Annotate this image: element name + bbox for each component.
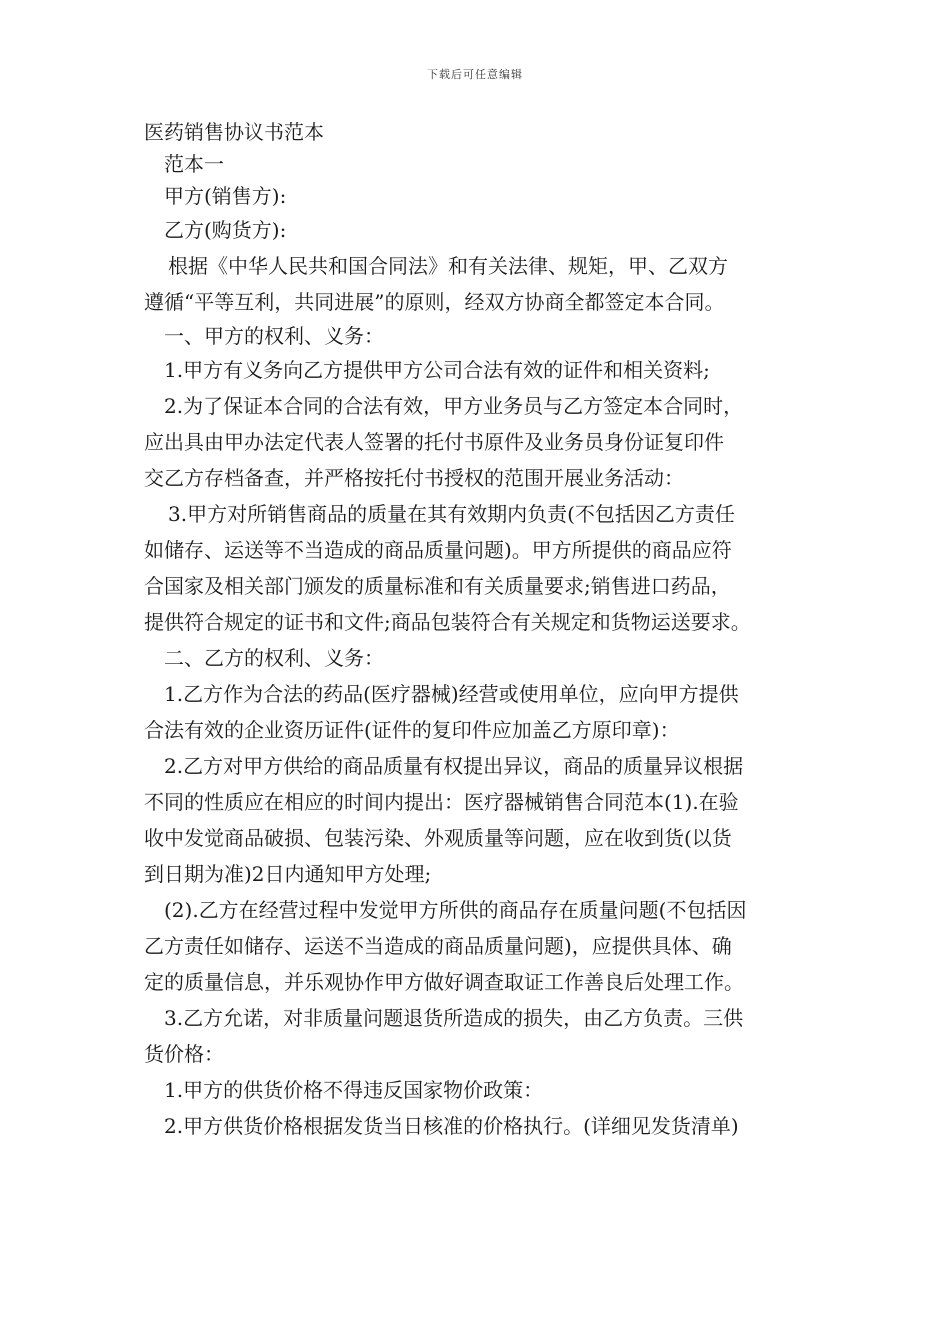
- paragraph-line: 合法有效的企业资历证件(证件的复印件应加盖乙方原印章)：: [144, 718, 680, 742]
- paragraph-line: 3.乙方允诺，对非质量问题退货所造成的损失，由乙方负责。三供: [164, 1006, 744, 1030]
- paragraph-line: 到日期为准)2日内通知甲方处理;: [144, 862, 432, 886]
- paragraph-line: 遵循“平等互利，共同进展”的原则，经双方协商全都签定本合同。: [144, 290, 725, 314]
- paragraph-line: 不同的性质应在相应的时间内提出：医疗器械销售合同范本(1).在验: [144, 790, 739, 814]
- paragraph-line: 1.甲方有义务向乙方提供甲方公司合法有效的证件和相关资料;: [164, 358, 710, 382]
- paragraph-line: 2.乙方对甲方供给的商品质量有权提出异议，商品的质量异议根据: [164, 754, 744, 778]
- paragraph-line: (2).乙方在经营过程中发觉甲方所供的商品存在质量问题(不包括因: [164, 898, 747, 922]
- paragraph-line: 收中发觉商品破损、包装污染、外观质量等问题，应在收到货(以货: [144, 826, 732, 850]
- paragraph-line: 定的质量信息，并乐观协作甲方做好调查取证工作善良后处理工作。: [144, 970, 744, 994]
- paragraph-line: 1.甲方的供货价格不得违反国家物价政策：: [164, 1078, 544, 1102]
- paragraph-line: 提供符合规定的证书和文件;商品包装符合有关规定和货物运送要求。: [144, 610, 751, 634]
- paragraph-line: 如储存、运送等不当造成的商品质量问题)。甲方所提供的商品应符: [144, 538, 732, 562]
- paragraph-line: 1.乙方作为合法的药品(医疗器械)经营或使用单位，应向甲方提供: [164, 682, 739, 706]
- paragraph-line: 合国家及相关部门颁发的质量标准和有关质量要求;销售进口药品，: [144, 574, 731, 598]
- paragraph-line: 乙方责任如储存、运送不当造成的商品质量问题)，应提供具体、确: [144, 934, 732, 958]
- paragraph-line: 乙方(购货方):: [164, 218, 287, 242]
- paragraph-line: 应出具由甲办法定代表人签署的托付书原件及业务员身份证复印件: [144, 430, 724, 454]
- section-heading: 一、甲方的权利、义务：: [164, 324, 384, 348]
- document-body: [144, 116, 812, 1144]
- section-heading: 二、乙方的权利、义务：: [164, 646, 384, 670]
- paragraph-line: 2.甲方供货价格根据发货当日核准的价格执行。(详细见发货清单): [164, 1114, 739, 1138]
- paragraph-line: 交乙方存档备查，并严格按托付书授权的范围开展业务活动：: [144, 466, 684, 490]
- paragraph-line: 范本一: [164, 152, 224, 176]
- paragraph-line: 根据《中华人民共和国合同法》和有关法律、规矩，甲、乙双方: [168, 254, 728, 278]
- document-title: 医药销售协议书范本: [144, 120, 324, 144]
- paragraph-line: 甲方(销售方):: [164, 184, 287, 208]
- paragraph-line: 3.甲方对所销售商品的质量在其有效期内负责(不包括因乙方责任: [168, 502, 735, 526]
- paragraph-line: 货价格：: [144, 1042, 224, 1066]
- page-header: 下载后可任意编辑: [427, 68, 523, 81]
- paragraph-line: 2.为了保证本合同的合法有效，甲方业务员与乙方签定本合同时，: [164, 394, 744, 418]
